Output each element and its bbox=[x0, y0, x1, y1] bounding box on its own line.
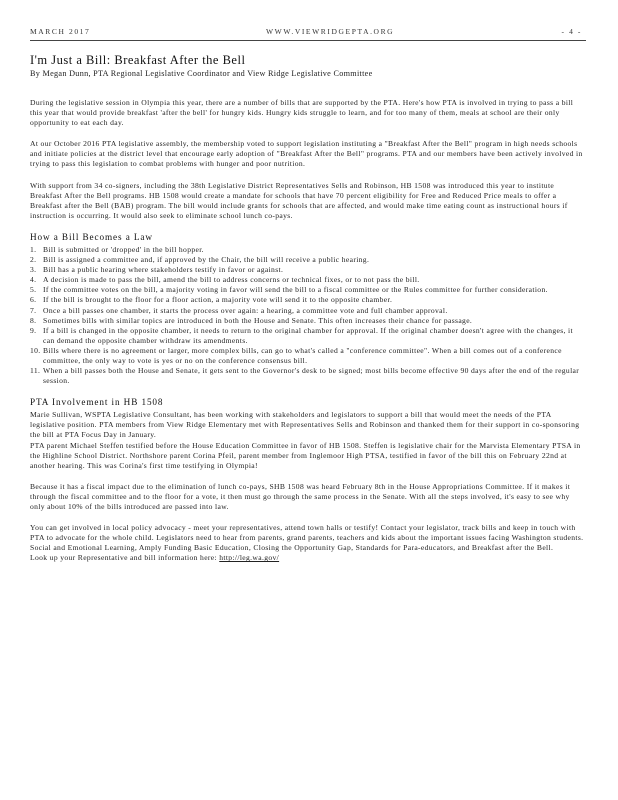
step-number: 9. bbox=[30, 325, 37, 335]
list-item bbox=[30, 295, 586, 305]
article-byline: By Megan Dunn, PTA Regional Legislative Coordinator and View Ridge Legislative Committee bbox=[30, 69, 373, 78]
issue-date: MARCH 2017 bbox=[30, 27, 91, 36]
site-url: WWW.VIEWRIDGEPTA.ORG bbox=[266, 27, 395, 36]
step-number: 2. bbox=[30, 255, 37, 265]
involvement-paragraph-1: Marie Sullivan, WSPTA Legislative Consultant, has been working with stakeholders and legislators to support a bill that would meet the needs of the PTA legislative position. PTA members from View Ridge Elementary met with Representatives Sells and Robinson and thanked them for their support in co-sponsoring the bill at PTA Focus Day in January. bbox=[30, 410, 580, 440]
step-text: If the bill is brought to the floor for a floor action, a majority vote will send it to the opposite chamber. bbox=[43, 295, 393, 305]
step-text: When a bill passes both the House and Senate, it gets sent to the Governor's desk to be signed; most bills become effective 90 days after the end of the regular session. bbox=[43, 366, 580, 386]
list-item bbox=[30, 316, 586, 326]
step-text: If a bill is changed in the opposite chamber, it needs to return to the original chamber for approval. If the original chamber doesn't agree with the changes, it can demand the opposite chamber withdraw its amendments. bbox=[43, 325, 573, 345]
step-number: 6. bbox=[30, 295, 37, 305]
step-text: Sometimes bills with similar topics are introduced in both the House and Senate. This often increases their chance for passage. bbox=[43, 315, 473, 325]
header-divider bbox=[30, 40, 586, 41]
step-text: Bills where there is no agreement or larger, more complex bills, can go to what's called a "conference committee". When a bill comes out of a conference committee, the only way to vote is yes or no on the conference consensus bill. bbox=[43, 345, 562, 365]
step-number: 5. bbox=[30, 285, 37, 295]
list-item bbox=[30, 366, 586, 386]
page-header bbox=[30, 27, 586, 39]
list-item bbox=[30, 326, 586, 346]
step-text: If the committee votes on the bill, a majority voting in favor will send the bill to a fiscal committee or the Rules committee for further consideration. bbox=[43, 285, 548, 295]
list-item bbox=[30, 255, 586, 265]
fiscal-paragraph: Because it has a fiscal impact due to the elimination of lunch co-pays, SHB 1508 was heard February 8th in the House Appropriations Committee. If it makes it through the fiscal committee and to the floor for a vote, it then must go through the same process in the Senate. With all the steps involved, it's easy to see why only about 10% of the bills introduced are passed into law. bbox=[30, 481, 571, 511]
legislature-link[interactable]: http://leg.wa.gov/ bbox=[219, 553, 280, 563]
list-item bbox=[30, 346, 586, 366]
list-item bbox=[30, 285, 586, 295]
list-item bbox=[30, 245, 586, 255]
article-title: I'm Just a Bill: Breakfast After the Bell bbox=[30, 53, 246, 67]
list-item bbox=[30, 265, 586, 275]
intro-paragraph-3: With support from 34 co-signers, including the 38th Legislative District Representatives Sells and Robinson, HB 1508 was introduced this year to institute Breakfast After the Bell programs. HB 1508 would create a mandate for schools that have 70 percent eligibility for Free and Reduced Price meals to offer a Breakfast after the Bell (BAB) program. The bill would include grants for schools that are affected, and would make time eating count as instructional hours if instruction is occurring. It would also seek to eliminate school lunch co-pays. bbox=[30, 180, 568, 220]
step-number: 10. bbox=[30, 345, 41, 355]
step-number: 1. bbox=[30, 244, 37, 254]
list-item bbox=[30, 306, 586, 316]
step-text: Bill has a public hearing where stakeholders testify in favor or against. bbox=[43, 265, 284, 275]
lookup-text: Look up your Representative and bill information here: bbox=[30, 553, 220, 563]
pta-involvement-heading: PTA Involvement in HB 1508 bbox=[30, 397, 164, 408]
step-text: Once a bill passes one chamber, it starts the process over again: a hearing, a committee vote and full chamber approval. bbox=[43, 305, 448, 315]
step-number: 3. bbox=[30, 265, 37, 275]
step-number: 8. bbox=[30, 315, 37, 325]
intro-paragraph-1: During the legislative session in Olympia this year, there are a number of bills that are supported by the PTA. Here's how PTA is involved in trying to pass a bill this year that would provide breakfast 'after the bell' for hungry kids. Hungry kids struggle to learn, and for too many of them, meals at school are their only opportunity to eat each day. bbox=[30, 98, 574, 128]
bill-steps-list bbox=[30, 245, 586, 386]
step-text: Bill is submitted or 'dropped' in the bill hopper. bbox=[43, 244, 204, 254]
step-number: 11. bbox=[30, 366, 41, 376]
involvement-paragraph-2: PTA parent Michael Steffen testified before the House Education Committee in favor of HB 1508. Steffen is legislative chair for the Marvista Elementary PTSA in the Highline School District. Northshore parent Corina Pfeil, parent member from Inglemoor High PTSA, testified in favor of the bill this on February 22nd at another hearing. This was Corina's first time testifying in Olympia! bbox=[30, 440, 581, 470]
step-number: 4. bbox=[30, 275, 37, 285]
intro-paragraph-2: At our October 2016 PTA legislative assembly, the membership voted to support legislation instituting a "Breakfast After the Bell" program in high needs schools and initiate policies at the district level that encourage early adoption of "Breakfast After the Bell" programs. PTA and our members have been actively involved in trying to pass this legislation to combat problems with hunger and poor nutrition. bbox=[30, 139, 583, 169]
closing-paragraph: You can get involved in local policy advocacy - meet your representatives, attend town halls or testify! Contact your legislator, track bills and keep in touch with PTA to advocate for the whole child. Legislators need to hear from parents, grand parents, teachers and kids about the important issues facing Washington students. Social and Emotional Learning, Amply Funding Basic Education, Closing the Opportunity Gap, Standards for Para-educators, and Breakfast after the Bell. bbox=[30, 523, 584, 553]
lookup-line bbox=[30, 553, 586, 563]
step-number: 7. bbox=[30, 305, 37, 315]
list-item bbox=[30, 275, 586, 285]
step-text: A decision is made to pass the bill, amend the bill to address concerns or technical fixes, or to not pass the bill. bbox=[43, 275, 420, 285]
article-body bbox=[30, 98, 586, 574]
how-a-bill-heading: How a Bill Becomes a Law bbox=[30, 231, 153, 242]
page-number: - 4 - bbox=[561, 27, 582, 36]
step-text: Bill is assigned a committee and, if approved by the Chair, the bill will receive a public hearing. bbox=[43, 255, 370, 265]
